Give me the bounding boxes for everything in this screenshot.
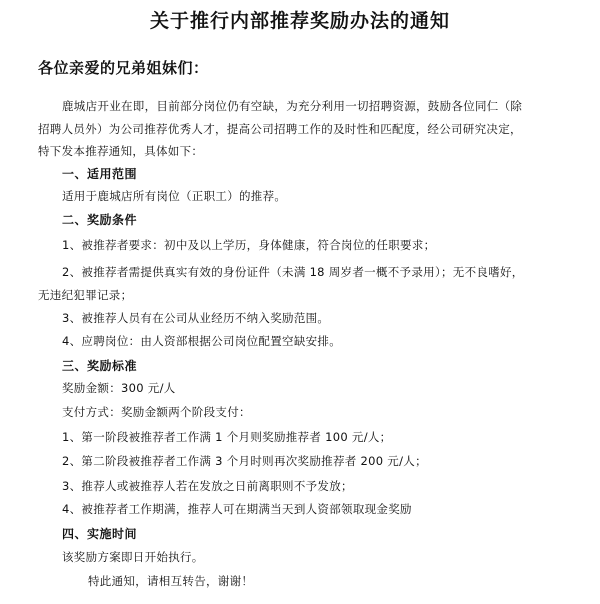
section-3-item-4: 4、被推荐者工作期满，推荐人可在期满当天到人资部领取现金奖励	[62, 502, 412, 516]
section-3-item-2: 2、第二阶段被推荐者工作满 3 个月时则再次奖励推荐者 200 元/人；	[62, 454, 427, 468]
section-2-item-2-line-1: 2、被推荐者需提供真实有效的身份证件（未满 18 周岁者一概不予录用）；无不良嗜好，	[62, 265, 524, 279]
section-1-heading: 一、适用范围	[62, 167, 138, 181]
intro-line-2: 招聘人员外）为公司推荐优秀人才，提高公司招聘工作的及时性和匹配度，经公司研究决定，	[38, 122, 522, 136]
intro-line-1: 鹿城店开业在即，目前部分岗位仍有空缺，为充分利用一切招聘资源，鼓励各位同仁（除	[62, 99, 523, 113]
section-2-item-3: 3、被推荐人员有在公司从业经历不纳入奖励范围。	[62, 311, 330, 325]
intro-line-3: 特下发本推荐通知，具体如下：	[38, 144, 204, 158]
section-3-item-1: 1、第一阶段被推荐者工作满 1 个月则奖励推荐者 100 元/人；	[62, 430, 392, 444]
section-3-heading: 三、奖励标准	[62, 359, 138, 373]
section-4-text: 该奖励方案即日开始执行。	[62, 550, 204, 564]
section-3-item-3: 3、推荐人或被推荐人若在发放之日前离职则不予发放；	[62, 479, 353, 493]
section-2-item-1: 1、被推荐者要求：初中及以上学历，身体健康，符合岗位的任职要求；	[62, 238, 436, 252]
reward-amount: 奖励金额：300 元/人	[62, 381, 176, 395]
document-title: 关于推行内部推荐奖励办法的通知	[149, 10, 450, 32]
closing-line: 特此通知，请相互转告，谢谢！	[88, 574, 254, 588]
greeting: 各位亲爱的兄弟姐妹们：	[38, 59, 209, 77]
section-2-heading: 二、奖励条件	[62, 213, 138, 227]
section-1-text: 适用于鹿城店所有岗位（正职工）的推荐。	[62, 189, 287, 203]
payment-method: 支付方式：奖励金额两个阶段支付：	[62, 405, 251, 419]
section-4-heading: 四、实施时间	[62, 527, 138, 541]
section-2-item-2-line-2: 无违纪犯罪记录；	[38, 288, 133, 302]
section-2-item-4: 4、应聘岗位：由人资部根据公司岗位配置空缺安排。	[62, 334, 342, 348]
